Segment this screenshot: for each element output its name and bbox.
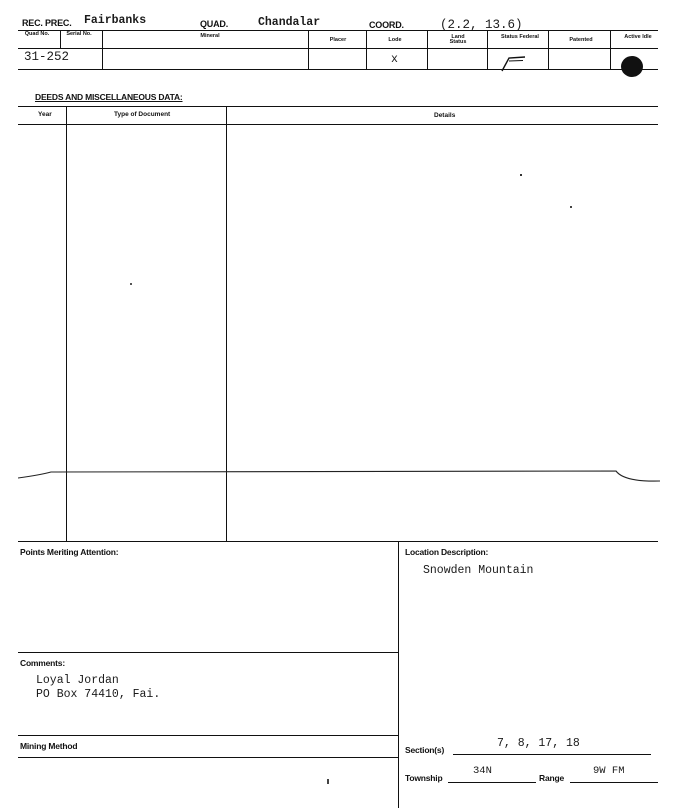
mining-method-rule xyxy=(18,757,398,758)
coord-value: (2.2, 13.6) xyxy=(440,18,523,32)
claim-divider xyxy=(427,31,428,69)
rec-prec-label: REC. PREC. xyxy=(22,18,72,28)
lode-value: x xyxy=(391,53,398,66)
col-status-federal: Status Federal xyxy=(501,34,539,40)
sections-value: 7, 8, 17, 18 xyxy=(497,737,580,750)
col-land-status: Land Status xyxy=(449,34,467,45)
claim-divider xyxy=(102,31,103,69)
claim-divider xyxy=(60,31,61,49)
claim-divider xyxy=(610,31,611,69)
claim-divider xyxy=(366,31,367,69)
col-serial-no: Serial No. xyxy=(66,31,92,37)
rec-prec-value: Fairbanks xyxy=(84,14,147,27)
points-label: Points Meriting Attention: xyxy=(20,547,119,557)
comments-line-2: PO Box 74410, Fai. xyxy=(36,688,161,701)
deeds-top-rule xyxy=(18,106,658,107)
claim-divider xyxy=(308,31,309,69)
lower-center-divider xyxy=(398,541,399,808)
col-details: Details xyxy=(434,112,456,119)
comments-top-rule xyxy=(18,652,398,653)
sections-underline xyxy=(453,754,651,755)
speck xyxy=(520,174,522,176)
lower-top-rule xyxy=(18,541,658,542)
status-check-mark xyxy=(498,52,528,74)
speck xyxy=(570,206,572,208)
township-value: 34N xyxy=(473,765,492,777)
col-patented: Patented xyxy=(569,37,593,43)
quad-label: QUAD. xyxy=(200,19,228,29)
range-underline xyxy=(570,782,658,783)
claim-header-rule xyxy=(18,48,658,49)
claim-bottom-rule xyxy=(18,69,658,70)
comments-line-1: Loyal Jordan xyxy=(36,674,119,687)
speck xyxy=(130,283,132,285)
range-label: Range xyxy=(539,773,564,783)
speck xyxy=(327,779,329,784)
range-value: 9W FM xyxy=(593,765,625,777)
township-label: Township xyxy=(405,773,443,783)
quad-value: Chandalar xyxy=(258,16,321,29)
comments-label: Comments: xyxy=(20,658,65,668)
page-fold-curve xyxy=(18,462,660,486)
mining-method-top-rule xyxy=(18,735,398,736)
col-mineral: Mineral xyxy=(200,33,220,39)
header-rule xyxy=(18,30,658,31)
col-type-of-document: Type of Document xyxy=(114,111,171,118)
col-quad-no: Quad No. xyxy=(24,31,50,37)
col-year: Year xyxy=(38,111,52,118)
location-label: Location Description: xyxy=(405,547,489,557)
location-value: Snowden Mountain xyxy=(423,564,534,577)
deeds-section-title: DEEDS AND MISCELLANEOUS DATA: xyxy=(35,92,183,102)
coord-label: COORD. xyxy=(369,20,404,30)
col-active-idle: Active Idle xyxy=(624,34,652,40)
col-lode: Lode xyxy=(388,37,402,43)
township-underline xyxy=(448,782,536,783)
claim-divider xyxy=(548,31,549,69)
sections-label: Section(s) xyxy=(405,745,445,755)
deeds-header-rule xyxy=(18,124,658,125)
col-placer: Placer xyxy=(329,37,347,43)
mining-method-label: Mining Method xyxy=(20,741,78,751)
quad-no-value: 31-252 xyxy=(24,50,70,64)
claim-divider xyxy=(487,31,488,69)
active-status-dot xyxy=(621,56,643,77)
